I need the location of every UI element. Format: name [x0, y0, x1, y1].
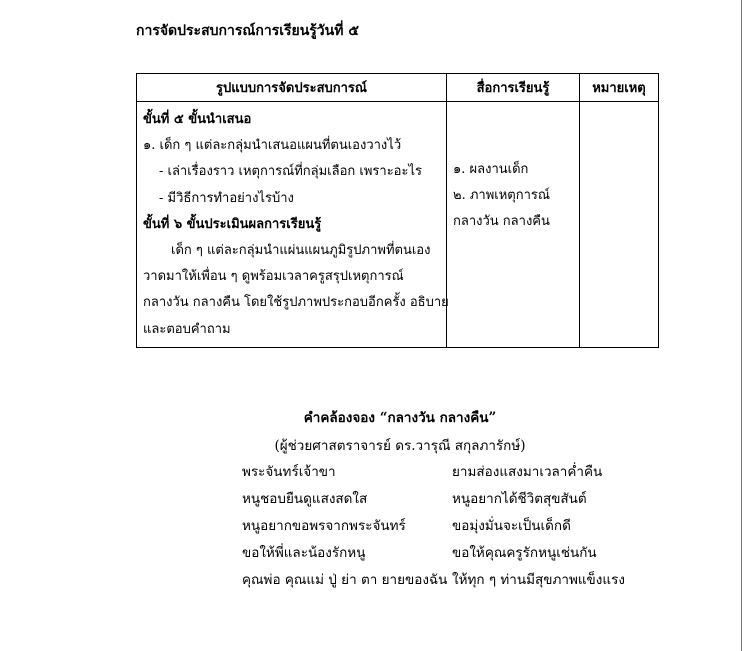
verse-left-4: ขอให้พี่และน้องรักหนู: [242, 545, 366, 561]
verse-right-2: หนูอยากได้ชีวิตสุขสันต์: [452, 491, 587, 507]
step-6-paragraph-line-1: เด็ก ๆ แต่ละกลุ่มนำแผ่นแผนภูมิรูปภาพที่ตนเอง: [171, 242, 431, 258]
step-5-item-1: ๑. เด็ก ๆ แต่ละกลุ่มนำเสนอแผนที่ตนเองวางไว้: [143, 138, 402, 154]
step-5-subitem-story: - เล่าเรื่องราว เหตุการณ์ที่กลุ่มเลือก เพราะอะไร: [159, 164, 422, 180]
activity-cell: [137, 102, 447, 348]
header-notes: หมายเหตุ: [580, 74, 659, 102]
step-6-paragraph-line-4: และตอบคำถาม: [143, 321, 231, 337]
verse-left-2: หนูชอบยืนดูแสงสดใส: [242, 491, 368, 507]
rhyme-author: (ผู้ช่วยศาสตราจารย์ ดร.วารุณี สกุลภารักษ์): [274, 438, 526, 454]
verse-right-5: ให้ทุก ๆ ท่านมีสุขภาพแข็งแรง: [452, 572, 625, 588]
verse-left-3: หนูอยากขอพรจากพระจันทร์: [242, 518, 406, 534]
header-media: สื่อการเรียนรู้: [447, 74, 580, 102]
step-5-title: ขั้นที่ ๕ ขั้นนำเสนอ: [143, 112, 252, 127]
media-item-2-continued: กลางวัน กลางคืน: [453, 214, 550, 230]
header-activity: รูปแบบการจัดประสบการณ์: [137, 74, 447, 102]
notes-cell: [580, 102, 659, 348]
verse-right-3: ขอมุ่งมั่นจะเป็นเด็กดี: [452, 518, 571, 534]
verse-right-4: ขอให้คุณครูรักหนูเช่นกัน: [452, 545, 597, 561]
step-6-paragraph-line-3: กลางวัน กลางคืน โดยใช้รูปภาพประกอบอีกครั้ง อธิบาย: [143, 295, 449, 311]
rhyme-title: คำคล้องจอง “กลางวัน กลางคืน”: [303, 410, 497, 426]
media-item-2: ๒. ภาพเหตุการณ์: [453, 188, 550, 204]
media-item-1: ๑. ผลงานเด็ก: [453, 162, 529, 177]
page-heading: การจัดประสบการณ์การเรียนรู้วันที่ ๕: [136, 23, 359, 39]
table-row: [137, 102, 659, 348]
step-5-subitem-method: - มีวิธีการทำอย่างไรบ้าง: [159, 190, 294, 206]
lesson-plan-table: [136, 73, 659, 348]
verse-left-5: คุณพ่อ คุณแม่ ปู่ ย่า ตา ยายของฉัน: [242, 572, 448, 588]
page-edge: [741, 0, 742, 651]
step-6-title: ขั้นที่ ๖ ขั้นประเมินผลการเรียนรู้: [143, 216, 322, 232]
verse-right-1: ยามส่องแสงมาเวลาค่ำคืน: [452, 464, 603, 480]
step-6-paragraph-line-2: วาดมาให้เพื่อน ๆ ดูพร้อมเวลาครูสรุปเหตุการณ์: [143, 269, 404, 285]
verse-left-1: พระจันทร์เจ้าขา: [242, 464, 336, 480]
media-cell: [447, 102, 580, 348]
table-header-row: [137, 74, 659, 102]
